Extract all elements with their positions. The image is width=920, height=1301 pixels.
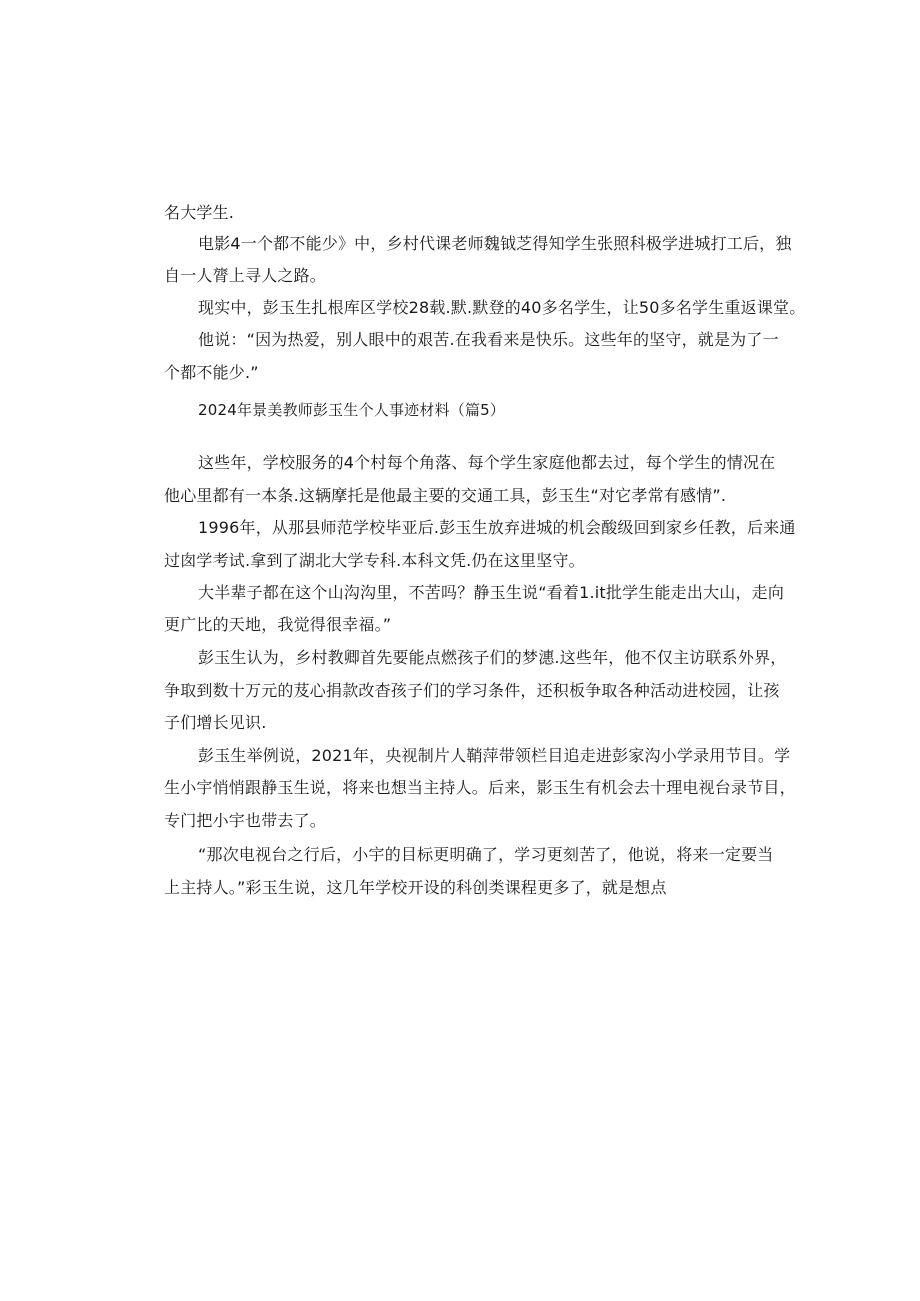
paragraph-3-line-1: 现实中，彭玉生扎根库区学校28载.默.默登的40多名学生，让50多名学生重返课堂。: [198, 298, 806, 317]
paragraph-5-line-1: 这些年，学校服务的4个村每个角落、每个学生家庭他都去过，每个学生的情况在: [198, 453, 776, 472]
paragraph-8-line-2: 争取到数十万元的芨心捐款改杳孩子们的学习条件，还积板争取各种活动进校园，让孩: [164, 681, 780, 700]
paragraph-2-line-2: 自一人膂上寻人之路。: [164, 266, 327, 285]
paragraph-4-line-1: 他说：“因为热爱，别人眼中的艰苦.在我看来是快乐。这些年的坚守，就是为了一: [198, 330, 779, 349]
paragraph-10-line-2: 上主持人。”彩玉生说，这几年学校开设的科创类课程更多了，就是想点: [164, 878, 667, 897]
paragraph-8-line-1: 彭玉生认为，乡村教卿首先要能点燃孩子们的梦潓.这些年，他不仅主访联系外界，: [198, 648, 787, 667]
paragraph-1-line-1: 名大学生.: [164, 203, 235, 222]
paragraph-10-line-1: “那次电视台之行后，小宇的目标更明确了，学习更刻苦了，他说，将来一定要当: [198, 845, 774, 864]
paragraph-6-line-2: 过囱学考试.拿到了湖北大学专科.本科文凭.仍在这里坚守。: [164, 551, 585, 570]
paragraph-6-line-1: 1996年，从那县师范学校毕亚后.彭玉生放弃进城的机会酸级回到家乡任教，后来通: [198, 518, 796, 537]
paragraph-4-line-2: 个都不能少.”: [164, 363, 259, 382]
paragraph-8-line-3: 子们增长见识.: [164, 713, 267, 732]
paragraph-2-line-1: 电影4一个都不能少》中，乡村代课老师魏钺芝得知学生张照科极学进城打工后，独: [198, 234, 792, 253]
paragraph-7-line-2: 更广比的天地，我觉得很幸福。”: [164, 615, 392, 634]
paragraph-9-line-1: 彭玉生举例说，2021年，央视制片人鞘萍带领栏目追走进彭家沟小学录用节目。学: [198, 746, 791, 765]
paragraph-7-line-1: 大半辈子都在这个山沟沟里，不苦吗？静玉生说“看着1.it批学生能走出大山，走向: [198, 583, 785, 602]
section-heading: 2024年景美教师彭玉生个人事迹材料（篇5）: [198, 401, 506, 419]
paragraph-5-line-2: 他心里都有一本条.这辆摩托是他最主要的交通工具，彭玉生“对它孝常有感情”.: [164, 486, 727, 505]
paragraph-9-line-3: 专门把小宇也带去了。: [164, 811, 327, 830]
paragraph-9-line-2: 生小宇悄悄跟静玉生说，将来也想当主持人。后来，影玉生有机会去十理电视台录节目，: [164, 778, 796, 797]
